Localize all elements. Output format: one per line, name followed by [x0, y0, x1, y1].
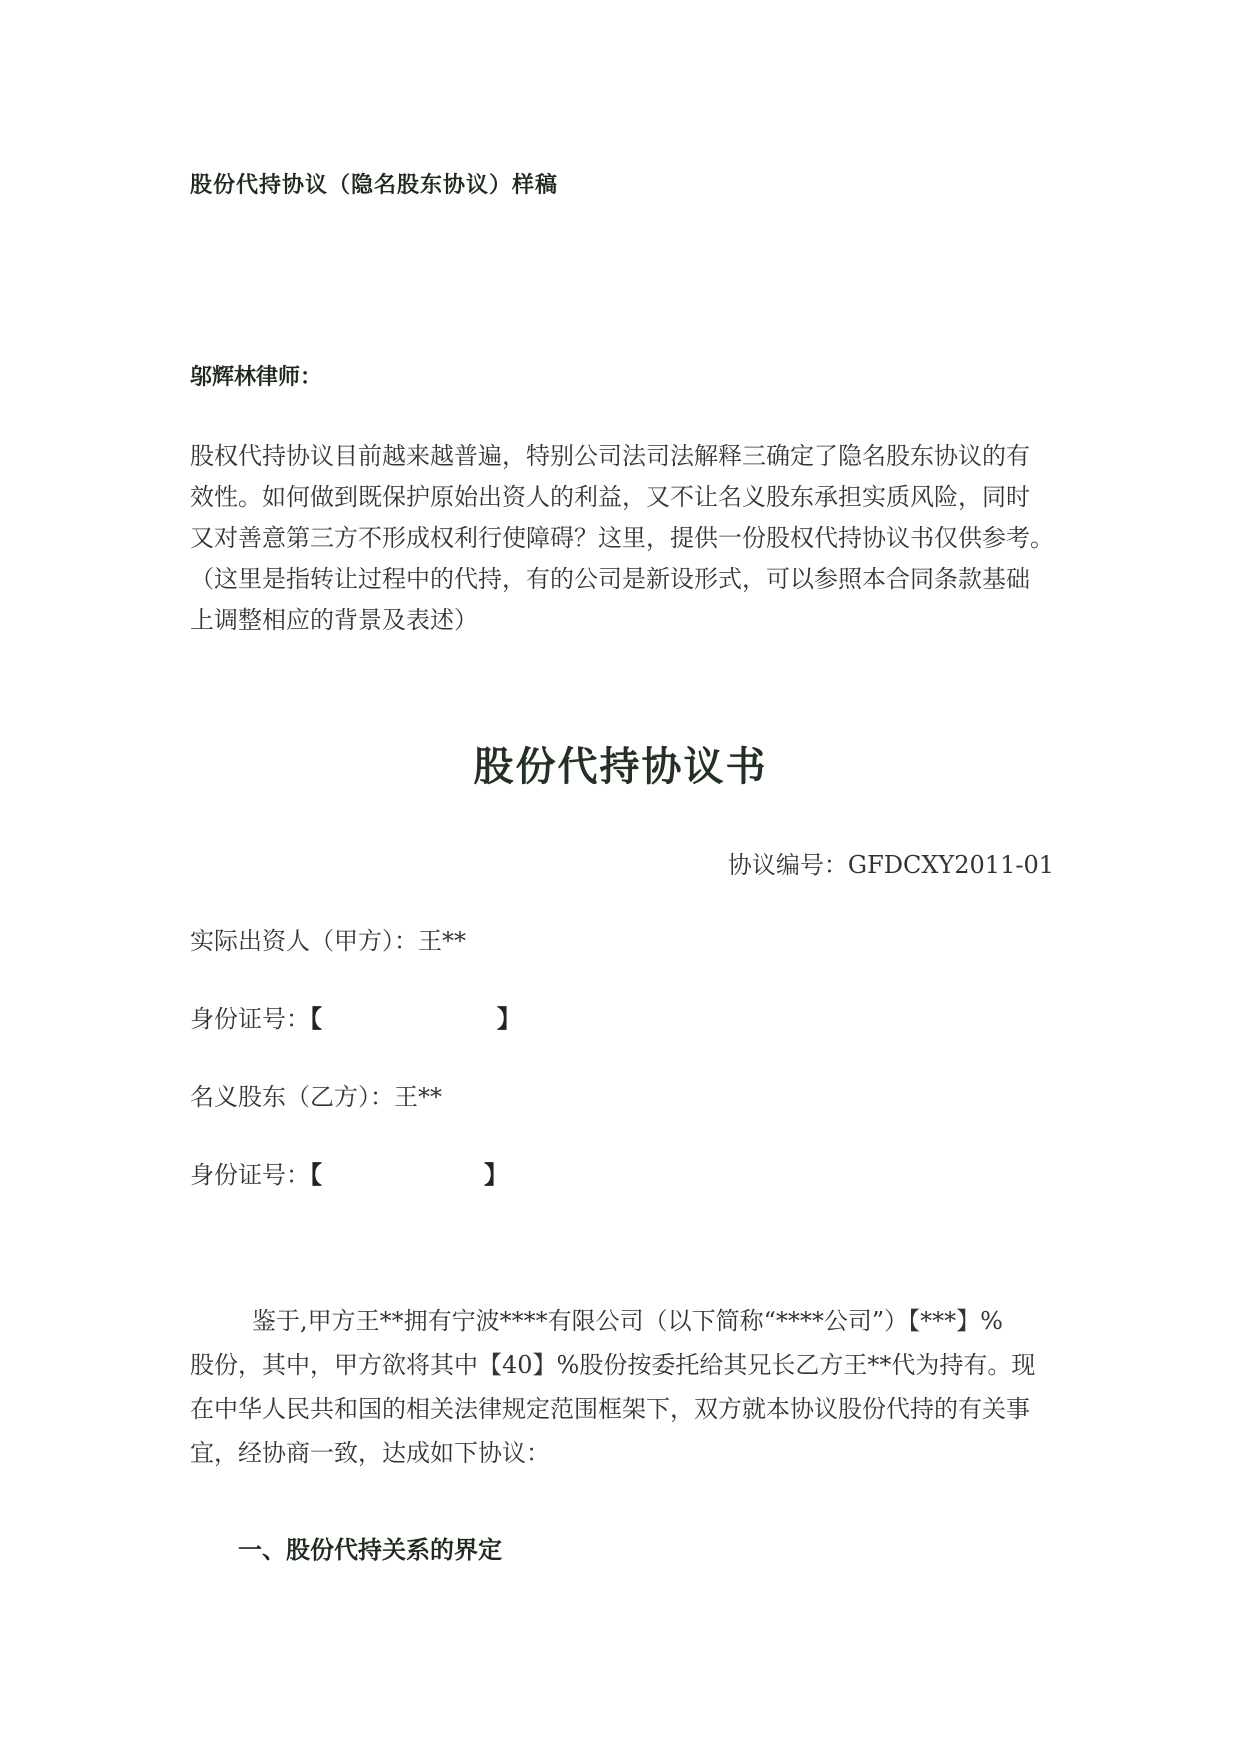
author-line: 邬辉林律师：: [190, 364, 323, 390]
party-a-field: 实际出资人（甲方）：王**: [190, 927, 466, 955]
recital-line: 在中华人民共和国的相关法律规定范围框架下，双方就本协议股份代持的有关事: [190, 1395, 1030, 1423]
recital-line: 鉴于,甲方王**拥有宁波****有限公司（以下简称“****公司”）【***】%: [252, 1307, 1003, 1335]
bracket-close: 】: [497, 1004, 521, 1033]
recital-line: 股份，其中，甲方欲将其中【40】%股份按委托给其兄长乙方王**代为持有。现: [190, 1351, 1036, 1379]
document-heading: 股份代持协议书: [473, 743, 768, 790]
intro-line: （这里是指转让过程中的代持，有的公司是新设形式，可以参照本合同条款基础: [190, 565, 1030, 593]
party-a-id-field: [190, 999, 521, 1034]
party-b-field: 名义股东（乙方）：王**: [190, 1083, 442, 1111]
id-label: 身份证号：: [190, 1161, 310, 1189]
bracket-close: 】: [484, 1160, 508, 1189]
recital-line: 宜，经协商一致，达成如下协议：: [190, 1439, 550, 1467]
intro-line: 效性。如何做到既保护原始出资人的利益，又不让名义股东承担实质风险，同时: [190, 483, 1030, 511]
intro-line: 上调整相应的背景及表述）: [190, 606, 478, 634]
intro-line: 股权代持协议目前越来越普遍，特别公司法司法解释三确定了隐名股东协议的有: [190, 442, 1030, 470]
party-b-id-field: [190, 1155, 508, 1190]
bracket-open: 【: [310, 1004, 322, 1033]
agreement-number: 协议编号：GFDCXY2011-01: [727, 851, 1054, 879]
sample-title: 股份代持协议（隐名股东协议）样稿: [190, 172, 559, 198]
bracket-open: 【: [310, 1160, 322, 1189]
id-label: 身份证号：: [190, 1005, 310, 1033]
intro-paragraph: [190, 436, 1070, 641]
recital-paragraph: [190, 1299, 1080, 1475]
section-heading-1: 一、股份代持关系的界定: [238, 1535, 502, 1564]
intro-line: 又对善意第三方不形成权利行使障碍？这里，提供一份股权代持协议书仅供参考。: [190, 524, 1054, 552]
